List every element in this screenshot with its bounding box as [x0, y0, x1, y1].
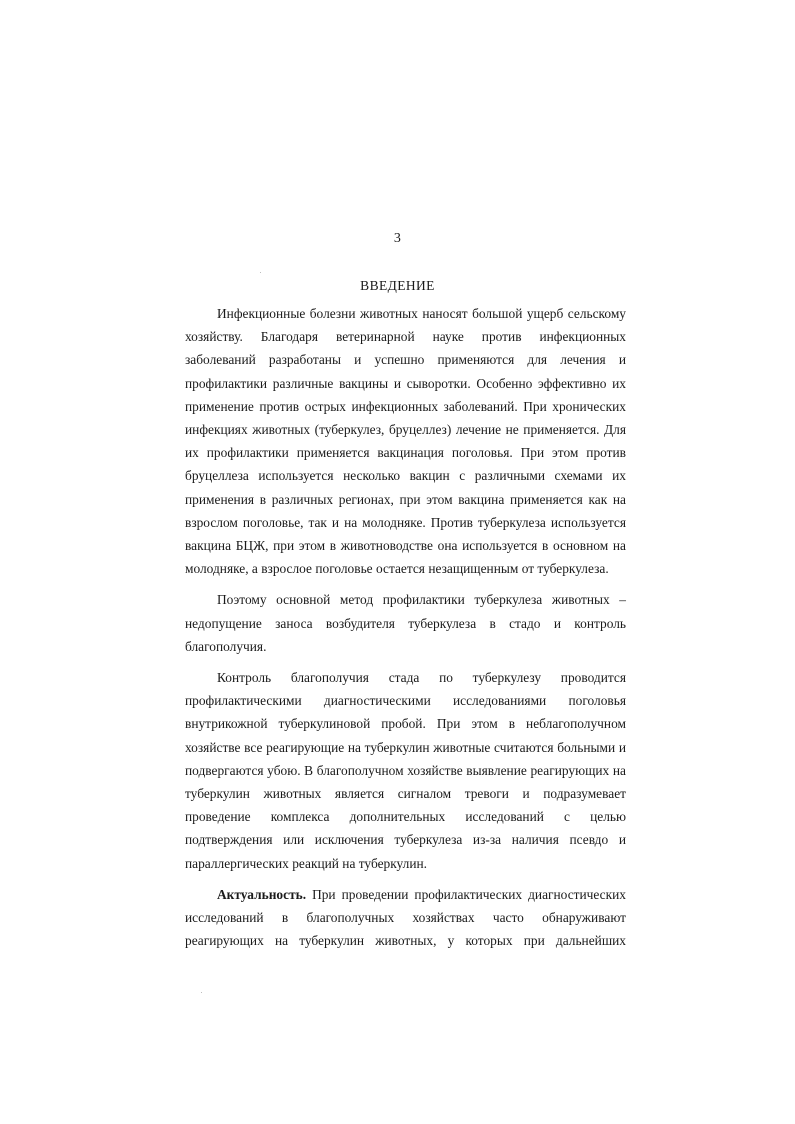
paragraph-intro	[185, 302, 626, 580]
scan-speck	[260, 272, 261, 273]
paragraph-text: При проведении профилактических диагностических исследований в благополучных хозяйствах часто обнаруживают реагирующих на туберкулин животных, у которых при дальнейших	[185, 886, 626, 949]
paragraph-text: Поэтому основной метод профилактики туберкулеза животных – недопущение заноса возбудителя туберкулеза в стадо и контроль благополучия.	[185, 592, 626, 654]
paragraph-control	[185, 666, 626, 875]
paragraph-text: Инфекционные болезни животных наносят большой ущерб сельскому хозяйству. Благодаря ветеринарной науке против инфекционных заболеваний разработаны и успешно применяются для лечения и профилактики различные вакцины и сыворотки. Особенно эффективно их применение против острых инфекционных заболеваний. При хронических инфекциях животных (туберкулез, бруцеллез) лечение не применяется. Для их профилактики применяется вакцинация поголовья. При этом против бруцеллеза используется несколько вакцин с различными схемами их применения в различных регионах, при этом вакцина применяется как на взрослом поголовье, так и на молодняке. Против туберкулеза используется вакцина БЦЖ, при этом в животноводстве она используется в основном на молодняке, а взрослое поголовье остается незащищенным от туберкулеза.	[185, 306, 626, 577]
paragraph-text: Контроль благополучия стада по туберкулезу проводится профилактическими диагностическими исследованиями поголовья внутрикожной туберкулиновой пробой. При этом в неблагополучном хозяйстве все реагирующие на туберкулин животные считаются больными и подвергаются убою. В благополучном хозяйстве выявление реагирующих на туберкулин животных является сигналом тревоги и подразумевает проведение комплекса дополнительных исследований с целью подтверждения или исключения туберкулеза из-за наличия псевдо и параллергических реакций на туберкулин.	[185, 670, 626, 871]
paragraph-prevention	[185, 588, 626, 658]
page-number: 3	[393, 231, 402, 246]
body-text	[185, 302, 626, 952]
paragraph-lead: Актуальность.	[217, 886, 307, 902]
section-heading: ВВЕДЕНИЕ	[360, 278, 435, 293]
paragraph-relevance	[185, 883, 626, 953]
scan-speck	[201, 992, 202, 993]
